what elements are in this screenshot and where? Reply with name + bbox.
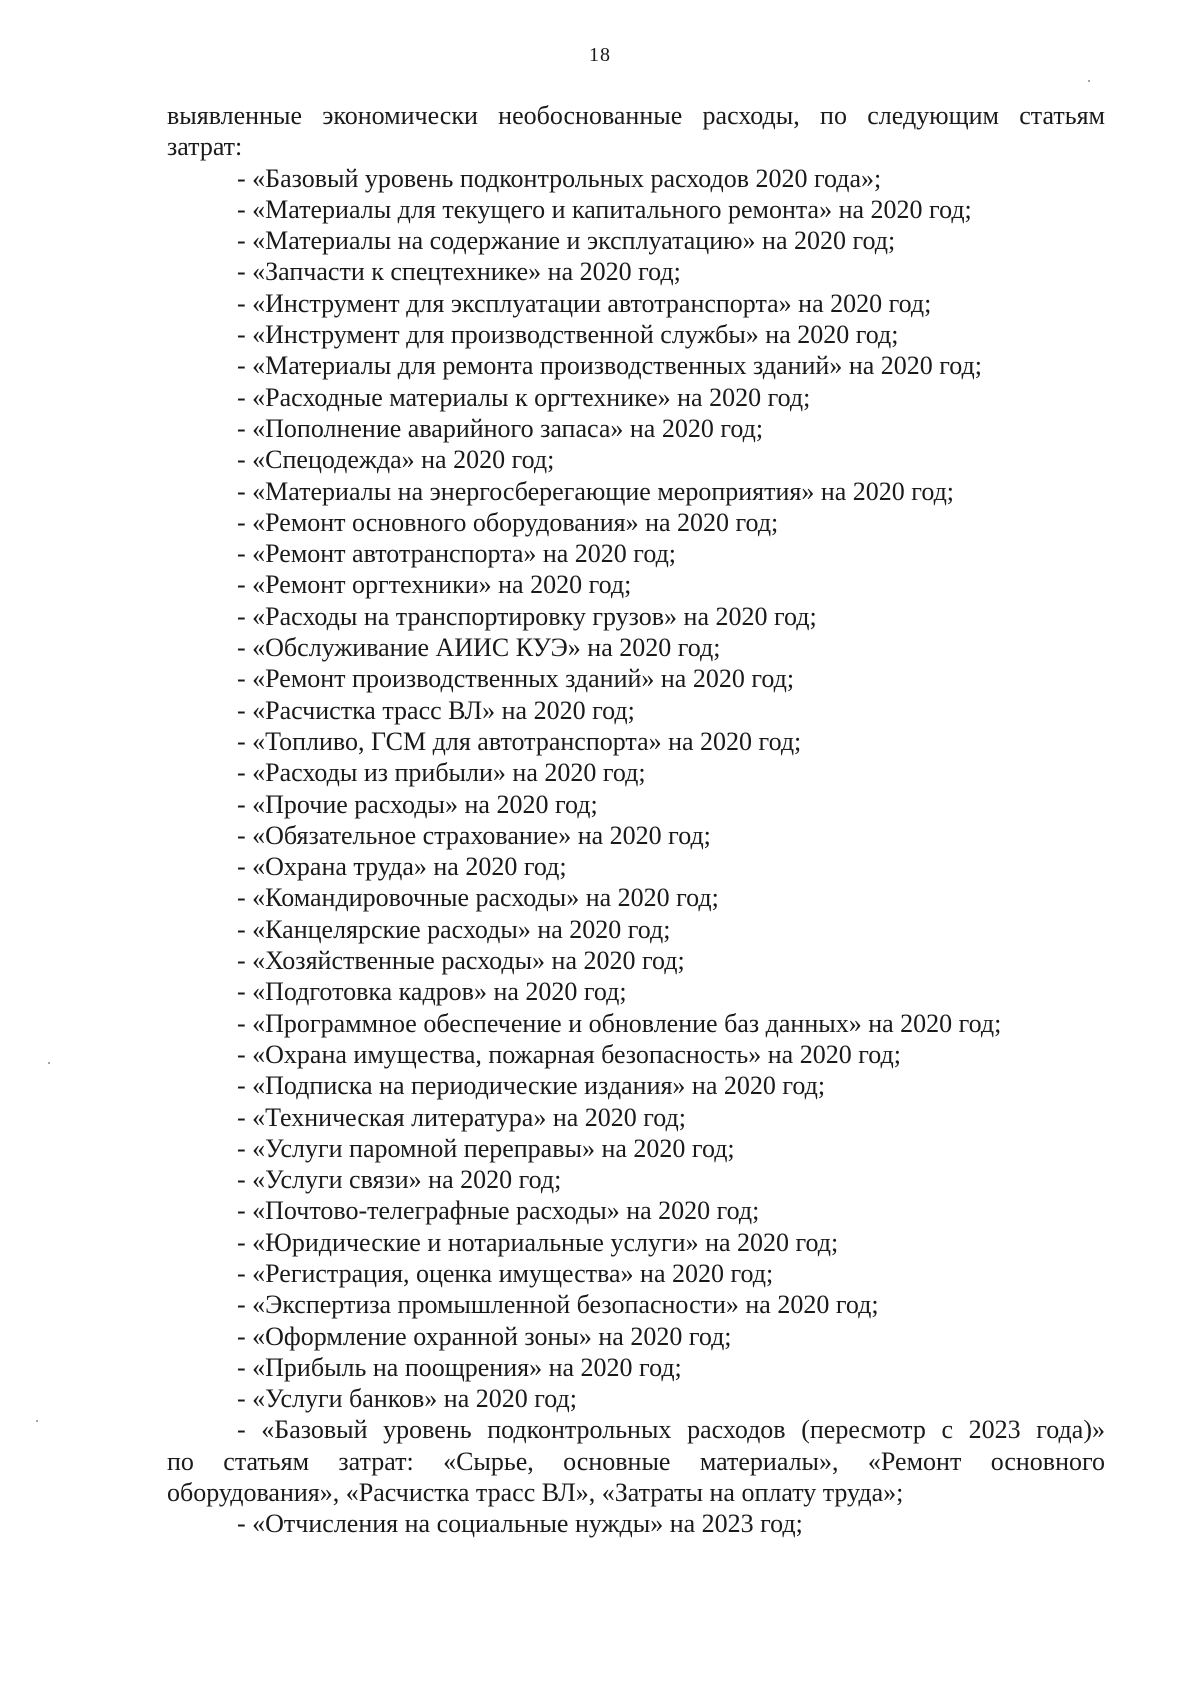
list-item: - «Хозяйственные расходы» на 2020 год;	[237, 946, 685, 976]
list-item: - «Оформление охранной зоны» на 2020 год;	[237, 1321, 732, 1351]
list-item: - «Расходные материалы к оргтехнике» на 2020 год;	[237, 382, 811, 412]
list-item: - «Ремонт автотранспорта» на 2020 год;	[237, 539, 677, 569]
list-item: - «Запчасти к спецтехнике» на 2020 год;	[237, 257, 681, 287]
list-item: - «Расходы на транспортировку грузов» на 2020 год;	[237, 601, 817, 631]
cost-items-list	[167, 163, 1105, 1415]
list-item: - «Расходы из прибыли» на 2020 год;	[237, 758, 646, 788]
list-item: - «Услуги банков» на 2020 год;	[237, 1384, 577, 1414]
list-item: - «Канцелярские расходы» на 2020 год;	[237, 914, 671, 944]
list-item: - «Программное обеспечение и обновление баз данных» на 2020 год;	[237, 1008, 1002, 1038]
list-item: - «Прочие расходы» на 2020 год;	[237, 789, 598, 819]
list-item: - «Ремонт оргтехники» на 2020 год;	[237, 570, 632, 600]
list-item: - «Экспертиза промышленной безопасности» на 2020 год;	[237, 1290, 879, 1320]
list-item: - «Материалы для текущего и капитального ремонта» на 2020 год;	[237, 194, 972, 224]
list-item: - «Обязательное страхование» на 2020 год;	[237, 820, 711, 850]
list-item: - «Охрана труда» на 2020 год;	[237, 852, 567, 882]
list-item: - «Материалы для ремонта производственных зданий» на 2020 год;	[237, 351, 982, 381]
list-item: - «Регистрация, оценка имущества» на 2020 год;	[237, 1258, 774, 1288]
list-item: - «Спецодежда» на 2020 год;	[237, 445, 555, 475]
list-item: - «Охрана имущества, пожарная безопасность» на 2020 год;	[237, 1039, 901, 1069]
list-item: - «Подготовка кадров» на 2020 год;	[237, 977, 627, 1007]
list-item: - «Инструмент для производственной службы» на 2020 год;	[237, 320, 899, 350]
intro-paragraph	[167, 100, 1105, 163]
scan-speck	[1088, 80, 1090, 82]
list-item: - «Базовый уровень подконтрольных расходов 2020 года»;	[237, 163, 882, 193]
list-item: - «Ремонт производственных зданий» на 2020 год;	[237, 664, 795, 694]
list-item: - «Материалы на содержание и эксплуатацию» на 2020 год;	[237, 226, 896, 256]
paragraph-line-1: - «Базовый уровень подконтрольных расходов (пересмотр с 2023 года)»	[237, 1415, 1105, 1445]
list-item: - «Услуги связи» на 2020 год;	[237, 1165, 562, 1195]
list-item: - «Юридические и нотариальные услуги» на 2020 год;	[237, 1227, 839, 1257]
list-item: - «Инструмент для эксплуатации автотранспорта» на 2020 год;	[237, 288, 932, 318]
page-number: 18	[589, 44, 611, 66]
list-item: - «Техническая литература» на 2020 год;	[237, 1102, 687, 1132]
list-item: - «Пополнение аварийного запаса» на 2020 год;	[237, 413, 764, 443]
list-item: - «Расчистка трасс ВЛ» на 2020 год;	[237, 695, 635, 725]
paragraph-line-3: оборудования», «Расчистка трасс ВЛ», «Затраты на оплату труда»;	[167, 1478, 904, 1508]
list-item: - «Командировочные расходы» на 2020 год;	[237, 883, 719, 913]
list-item: - «Обслуживание АИИС КУЭ» на 2020 год;	[237, 633, 721, 663]
intro-line-2: затрат:	[167, 132, 243, 162]
list-item: - «Топливо, ГСМ для автотранспорта» на 2020 год;	[237, 726, 802, 756]
list-item: - «Почтово-телеграфные расходы» на 2020 год;	[237, 1196, 760, 1226]
list-item: - «Услуги паромной переправы» на 2020 год;	[237, 1133, 735, 1163]
base-level-paragraph	[167, 1414, 1105, 1508]
final-list-item: - «Отчисления на социальные нужды» на 2023 год;	[237, 1509, 803, 1539]
scan-speck	[36, 1420, 38, 1422]
list-item: - «Подписка на периодические издания» на 2020 год;	[237, 1071, 826, 1101]
list-item: - «Ремонт основного оборудования» на 2020 год;	[237, 507, 779, 537]
list-item: - «Материалы на энергосберегающие мероприятия» на 2020 год;	[237, 476, 955, 506]
scan-speck	[48, 1062, 50, 1064]
intro-line-1: выявленные экономически необоснованные расходы, по следующим статьям	[167, 101, 1105, 130]
list-item: - «Прибыль на поощрения» на 2020 год;	[237, 1352, 682, 1382]
document-body	[167, 100, 1105, 1540]
paragraph-line-2: по статьям затрат: «Сырье, основные материалы», «Ремонт основного	[167, 1446, 1105, 1476]
